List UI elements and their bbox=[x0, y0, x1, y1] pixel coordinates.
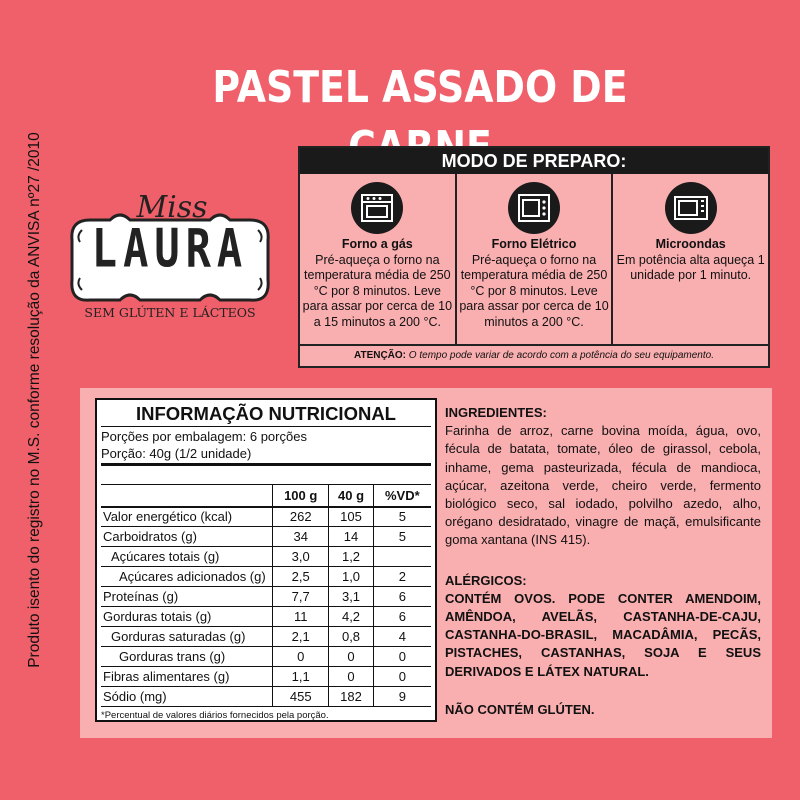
value-100g: 455 bbox=[273, 687, 329, 707]
microwave-title: Microondas bbox=[655, 237, 726, 251]
nutrition-table-box bbox=[95, 398, 437, 722]
microwave-icon bbox=[665, 182, 717, 234]
value-vd: 2 bbox=[373, 567, 431, 587]
value-100g: 7,7 bbox=[273, 587, 329, 607]
value-vd bbox=[373, 547, 431, 567]
value-100g: 3,0 bbox=[273, 547, 329, 567]
product-title: PASTEL ASSADO DE bbox=[212, 62, 628, 113]
header-vd: %VD* bbox=[373, 485, 431, 507]
allergens-text: CONTÉM OVOS. PODE CONTER AMENDOIM, AMÊNDOA, AVELÃS, CASTANHA-DE-CAJU, CASTANHA-DO-BRASIL, MACADÂMIA, PECÃS, PISTACHES, CASTANHAS, SOJA E SEUS DERIVADOS E LÁTEX NATURAL. bbox=[445, 590, 761, 679]
nutrient-name: Gorduras trans (g) bbox=[101, 647, 273, 667]
nutrition-row bbox=[101, 627, 431, 647]
gas-oven-title: Forno a gás bbox=[341, 237, 413, 251]
nutrient-name: Carboidratos (g) bbox=[101, 527, 273, 547]
logo-tagline: SEM GLÚTEN E LÁCTEOS bbox=[84, 305, 256, 320]
nutrition-row bbox=[101, 667, 431, 687]
portion-size: Porção: 40g (1/2 unidade) bbox=[101, 444, 431, 466]
value-40g: 4,2 bbox=[329, 607, 373, 627]
allergens-heading: ALÉRGICOS: bbox=[445, 572, 527, 588]
value-40g: 1,2 bbox=[329, 547, 373, 567]
nutrient-name: Gorduras totais (g) bbox=[101, 607, 273, 627]
gas-oven-text: Pré-aqueça o forno na temperatura média de 250 °C por 8 minutos. Leve para assar por cerca de 10 a 15 minutos a 200 °C. bbox=[302, 252, 453, 329]
electric-oven-title: Forno Elétrico bbox=[491, 237, 577, 251]
warning-text: O tempo pode variar de acordo com a potência do seu equipamento. bbox=[408, 350, 714, 361]
value-40g: 3,1 bbox=[329, 587, 373, 607]
nutrition-row bbox=[101, 567, 431, 587]
value-100g: 262 bbox=[273, 507, 329, 527]
value-40g: 1,0 bbox=[329, 567, 373, 587]
nutrition-footnote: *Percentual de valores diários fornecidos pela porção. bbox=[101, 710, 329, 721]
value-100g: 1,1 bbox=[273, 667, 329, 687]
value-vd: 6 bbox=[373, 607, 431, 627]
value-100g: 34 bbox=[273, 527, 329, 547]
gluten-free-statement: NÃO CONTÉM GLÚTEN. bbox=[445, 701, 595, 717]
nutrition-row bbox=[101, 607, 431, 627]
nutrient-name: Valor energético (kcal) bbox=[101, 507, 273, 527]
value-vd: 5 bbox=[373, 527, 431, 547]
logo-laura: LAURA bbox=[91, 217, 249, 280]
prep-microwave bbox=[613, 174, 768, 344]
header-100g: 100 g bbox=[273, 485, 329, 507]
nutrition-row bbox=[101, 507, 431, 527]
preparation-heading: MODO DE PREPARO: bbox=[300, 148, 768, 174]
preparation-warning bbox=[300, 344, 768, 366]
nutrition-row bbox=[101, 527, 431, 547]
logo-miss: Miss bbox=[136, 190, 208, 225]
nutrition-row bbox=[101, 587, 431, 607]
header-40g: 40 g bbox=[329, 485, 373, 507]
value-100g: 2,1 bbox=[273, 627, 329, 647]
servings-per-package: Porções por embalagem: 6 porções bbox=[101, 429, 307, 444]
nutrient-name: Fibras alimentares (g) bbox=[101, 667, 273, 687]
value-40g: 0 bbox=[329, 647, 373, 667]
nutrition-row bbox=[101, 687, 431, 707]
value-40g: 182 bbox=[329, 687, 373, 707]
value-100g: 2,5 bbox=[273, 567, 329, 587]
value-100g: 11 bbox=[273, 607, 329, 627]
ingredients-text: Farinha de arroz, carne bovina moída, água, ovo, fécula de batata, tomate, óleo de girassol, cebola, inhame, gema pasteurizada, fécula de mandioca, açúcar, azeitona verde, cheiro verde, fermento biológico seco, sal iodado, polvilho azedo, alho, orégano desidratado, vinagre de maçã, emulsificante goma xantana (INS 415). bbox=[445, 423, 761, 548]
nutrition-row bbox=[101, 547, 431, 567]
nutrient-name: Açúcares adicionados (g) bbox=[101, 567, 273, 587]
value-40g: 0 bbox=[329, 667, 373, 687]
nutrient-name: Gorduras saturadas (g) bbox=[101, 627, 273, 647]
nutrition-table bbox=[101, 484, 431, 707]
value-40g: 0,8 bbox=[329, 627, 373, 647]
nutrient-name: Proteínas (g) bbox=[101, 587, 273, 607]
value-vd: 4 bbox=[373, 627, 431, 647]
value-vd: 0 bbox=[373, 667, 431, 687]
prep-gas-oven bbox=[300, 174, 457, 344]
preparation-box bbox=[298, 146, 770, 368]
nutrient-name: Sódio (mg) bbox=[101, 687, 273, 707]
value-vd: 0 bbox=[373, 647, 431, 667]
brand-logo bbox=[60, 190, 280, 340]
ingredients-heading: INGREDIENTES: bbox=[445, 405, 547, 420]
value-vd: 5 bbox=[373, 507, 431, 527]
anvisa-registration-note: Produto isento do registro no M.S. conforme resolução da ANVISA nº27 /2010 bbox=[26, 132, 43, 668]
prep-electric-oven bbox=[457, 174, 614, 344]
gas-oven-icon bbox=[351, 182, 403, 234]
nutrient-name: Açúcares totais (g) bbox=[101, 547, 273, 567]
nutrition-header-row bbox=[101, 485, 431, 507]
electric-oven-text: Pré-aqueça o forno na temperatura média de 250 °C por 8 minutos. Leve para assar por cerca de 10 minutos a 200 °C. bbox=[459, 252, 609, 329]
value-vd: 6 bbox=[373, 587, 431, 607]
value-vd: 9 bbox=[373, 687, 431, 707]
electric-oven-icon bbox=[508, 182, 560, 234]
nutrition-title: INFORMAÇÃO NUTRICIONAL bbox=[101, 400, 431, 427]
microwave-text: Em potência alta aqueça 1 unidade por 1 minuto. bbox=[616, 252, 765, 282]
ingredients-section bbox=[445, 404, 761, 719]
value-40g: 14 bbox=[329, 527, 373, 547]
value-40g: 105 bbox=[329, 507, 373, 527]
warning-label: ATENÇÃO: bbox=[353, 350, 407, 361]
nutrition-row bbox=[101, 647, 431, 667]
value-100g: 0 bbox=[273, 647, 329, 667]
header-nutrient bbox=[101, 485, 273, 507]
